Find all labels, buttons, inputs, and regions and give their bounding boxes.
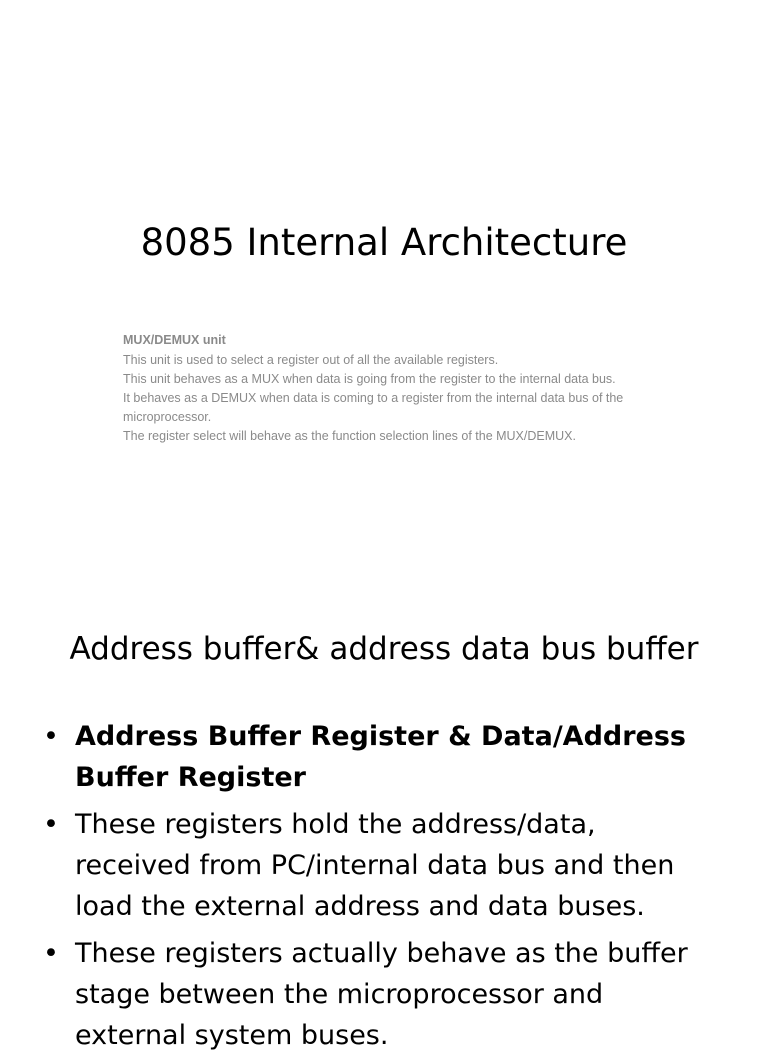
slide-title: 8085 Internal Architecture (140, 221, 628, 264)
notes-line: This unit behaves as a MUX when data is going from the register to the internal data bus. (123, 372, 616, 386)
bullet-text: These registers hold the address/data, received from PC/internal data bus and then load the external address and data buses. (75, 809, 675, 922)
bullet-icon: • (43, 938, 59, 969)
slide-title: Address buffer& address data bus buffer (69, 631, 699, 667)
bullet-item (0, 804, 768, 927)
bullet-text: Address Buffer Register & Data/Address Buffer Register (75, 721, 686, 793)
bullet-icon: • (43, 721, 59, 752)
bullet-icon: • (43, 809, 59, 840)
bullet-text: These registers actually behave as the buffer stage between the microprocessor and external system buses. (75, 938, 688, 1051)
notes-section (123, 331, 663, 447)
notes-line: It behaves as a DEMUX when data is coming to a register from the internal data bus of the microprocessor. (123, 391, 624, 424)
bullet-item (0, 716, 768, 798)
notes-line: This unit is used to select a register out of all the available registers. (123, 352, 499, 367)
notes-heading: MUX/DEMUX unit (123, 333, 226, 347)
bullet-list (0, 716, 768, 1062)
bullet-item (0, 933, 768, 1056)
notes-line: The register select will behave as the function selection lines of the MUX/DEMUX. (123, 429, 576, 443)
